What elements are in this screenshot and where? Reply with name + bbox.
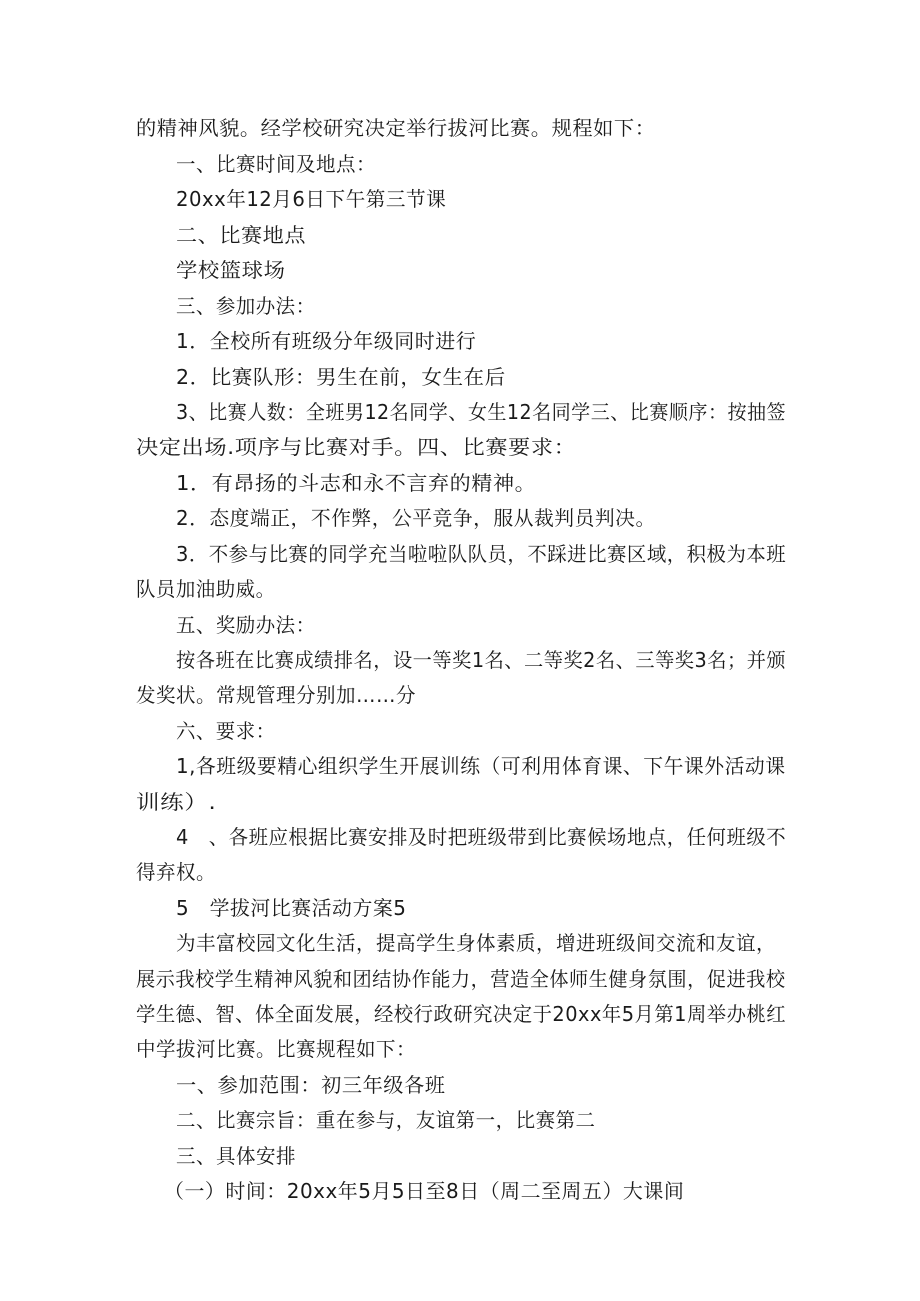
section-heading: 三、参加办法：: [176, 294, 316, 318]
text-line: 学校篮球场: [176, 258, 286, 282]
list-item: 1．有昂扬的斗志和永不言弃的精神。: [176, 471, 537, 495]
list-item: 2．态度端正，不作弊，公平竞争，服从裁判员判决。: [176, 506, 656, 530]
text-line: 中学拔河比赛。比赛规程如下：: [136, 1037, 416, 1061]
list-item: 1,各班级要精心组织学生开展训练（可利用体育课、下午课外活动课: [176, 754, 786, 778]
list-item: 1．全校所有班级分年级同时进行: [176, 329, 477, 353]
text-line: 学生德、智、体全面发展，经校行政研究决定于20xx年5月第1周举办桃红: [136, 1002, 787, 1026]
section-heading: 二、比赛宗旨：重在参与，友谊第一，比赛第二: [176, 1108, 596, 1132]
section-heading: 六、要求：: [176, 719, 276, 743]
list-item: 2．比赛队形：男生在前，女生在后: [176, 365, 506, 389]
list-item: 3．不参与比赛的同学充当啦啦队队员，不踩进比赛区域，积极为本班: [176, 542, 787, 566]
text-line: 20xx年12月6日下午第三节课: [176, 187, 447, 211]
section-heading: 三、具体安排: [176, 1144, 296, 1168]
text-line: 决定出场.项序与比赛对手。四、比赛要求：: [136, 435, 577, 459]
text-line: 为丰富校园文化生活，提高学生身体素质，增进班级间交流和友谊，: [176, 931, 776, 955]
section-heading: 二、比赛地点: [176, 223, 306, 247]
list-item: 4 、各班应根据比赛安排及时把班级带到比赛候场地点，任何班级不: [176, 825, 787, 849]
text-line: 训练）.: [136, 790, 217, 814]
text-line: 发奖状。常规管理分别加……分: [136, 683, 416, 707]
text-line: （一）时间：20xx年5月5日至8日（周二至周五）大课间: [164, 1179, 685, 1203]
section-heading: 五、奖励办法：: [176, 613, 316, 637]
section-heading: 一、比赛时间及地点：: [176, 152, 376, 176]
text-line: 队员加油助威。: [136, 577, 276, 601]
doc-subtitle: 5 学拔河比赛活动方案5: [176, 896, 407, 920]
text-line: 展示我校学生精神风貌和团结协作能力，营造全体师生健身氛围，促进我校: [136, 967, 786, 991]
list-item: 3、比赛人数：全班男12名同学、女生12名同学三、比赛顺序：按抽签: [176, 400, 787, 424]
section-heading: 一、参加范围：初三年级各班: [176, 1073, 446, 1097]
text-line: 得弃权。: [136, 860, 216, 884]
text-line: 按各班在比赛成绩排名，设一等奖1名、二等奖2名、三等奖3名；并颁: [176, 648, 787, 672]
text-line: 的精神风貌。经学校研究决定举行拔河比赛。规程如下：: [136, 116, 656, 140]
